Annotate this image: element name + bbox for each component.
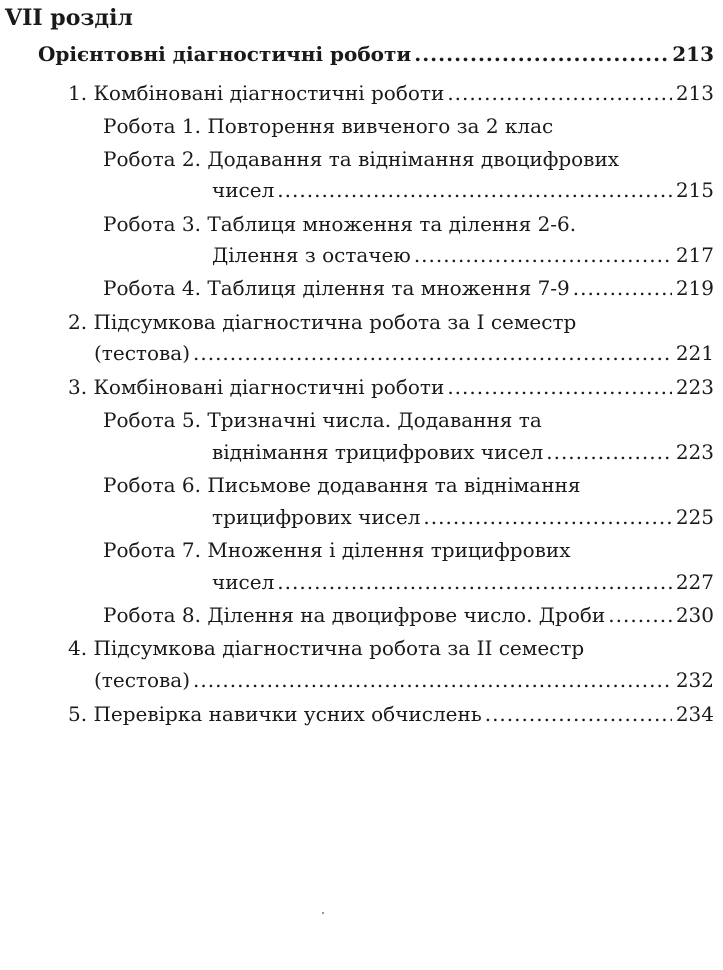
toc-entry-text: віднімання трицифрових чисел [212, 440, 544, 464]
dot-leader [608, 602, 672, 628]
toc-entry-text: Орієнтовні діагностичні роботи [38, 42, 412, 66]
toc-entry [103, 146, 619, 172]
toc-entry-text: 3. Комбіновані діагностичні роботи [68, 375, 445, 399]
toc-entry-text: Робота 7. Множення і ділення трицифрових [103, 538, 571, 562]
dot-leader [277, 177, 672, 203]
toc-entry-text: чисел [212, 178, 275, 202]
section-heading: VII розділ [5, 5, 133, 31]
toc-entry [68, 309, 576, 335]
dot-leader [193, 667, 672, 693]
toc-entry-text: Робота 6. Письмове додавання та віднімання [103, 473, 581, 497]
toc-entry-text: Робота 3. Таблиця множення та ділення 2-6. [103, 212, 577, 236]
toc-entry-text: Ділення з остачею [212, 243, 411, 267]
dot-leader [485, 701, 672, 727]
toc-entry [103, 275, 714, 301]
toc-entry [103, 472, 581, 498]
toc-entry-text: Робота 4. Таблиця ділення та множення 7-9 [103, 276, 570, 300]
dot-leader [193, 340, 672, 366]
toc-entry-text: Робота 1. Повторення вивченого за 2 клас [103, 114, 554, 138]
toc-entry [68, 701, 714, 727]
scan-speck [322, 912, 324, 914]
page-number: 223 [675, 440, 714, 464]
page-number: 215 [675, 178, 714, 202]
toc-entry-text: 1. Комбіновані діагностичні роботи [68, 81, 445, 105]
page-number: 232 [675, 668, 714, 692]
toc-entry-text: (тестова) [94, 668, 190, 692]
page-number: 225 [675, 505, 714, 529]
toc-entry-text: Робота 2. Додавання та віднімання двоцифрових [103, 147, 620, 171]
toc-entry [103, 211, 576, 237]
toc-entry [103, 537, 570, 563]
toc-entry-continuation [212, 569, 714, 595]
dot-leader [277, 569, 672, 595]
page-number: 234 [675, 702, 714, 726]
toc-entry-text: (тестова) [94, 341, 190, 365]
toc-entry-text: трицифрових чисел [212, 505, 421, 529]
toc-entry-continuation [212, 504, 714, 530]
toc-entry-text: Робота 5. Тризначні числа. Додавання та [103, 408, 542, 432]
page-number: 221 [675, 341, 714, 365]
page-number: 219 [675, 276, 714, 300]
toc-entry [68, 635, 584, 661]
toc-entry-text: 4. Підсумкова діагностична робота за ІІ семестр [68, 636, 585, 660]
page-number: 227 [675, 570, 714, 594]
toc-entry-text: чисел [212, 570, 275, 594]
dot-leader [447, 374, 672, 400]
toc-entry-text: Робота 8. Ділення на двоцифрове число. Дроби [103, 603, 606, 627]
page-number: 213 [672, 42, 714, 66]
toc-entry-text: 5. Перевірка навички усних обчислень [68, 702, 482, 726]
page-number: 213 [675, 81, 714, 105]
toc-entry-continuation [94, 340, 714, 366]
toc-entry [103, 407, 542, 433]
toc-entry [68, 374, 714, 400]
dot-leader [414, 41, 668, 67]
toc-entry-continuation [212, 242, 714, 268]
toc-entry [68, 80, 714, 106]
dot-leader [414, 242, 672, 268]
dot-leader [573, 275, 672, 301]
toc-entry [103, 113, 553, 139]
toc-entry-continuation [94, 667, 714, 693]
dot-leader [423, 504, 671, 530]
page-number: 223 [675, 375, 714, 399]
page-number: 217 [675, 243, 714, 267]
toc-entry-text: 2. Підсумкова діагностична робота за І семестр [68, 310, 577, 334]
dot-leader [447, 80, 672, 106]
dot-leader [546, 439, 672, 465]
toc-entry [103, 602, 714, 628]
page-number: 230 [675, 603, 714, 627]
toc-entry-chapter [38, 41, 714, 67]
toc-entry-continuation [212, 177, 714, 203]
toc-entry-continuation [212, 439, 714, 465]
